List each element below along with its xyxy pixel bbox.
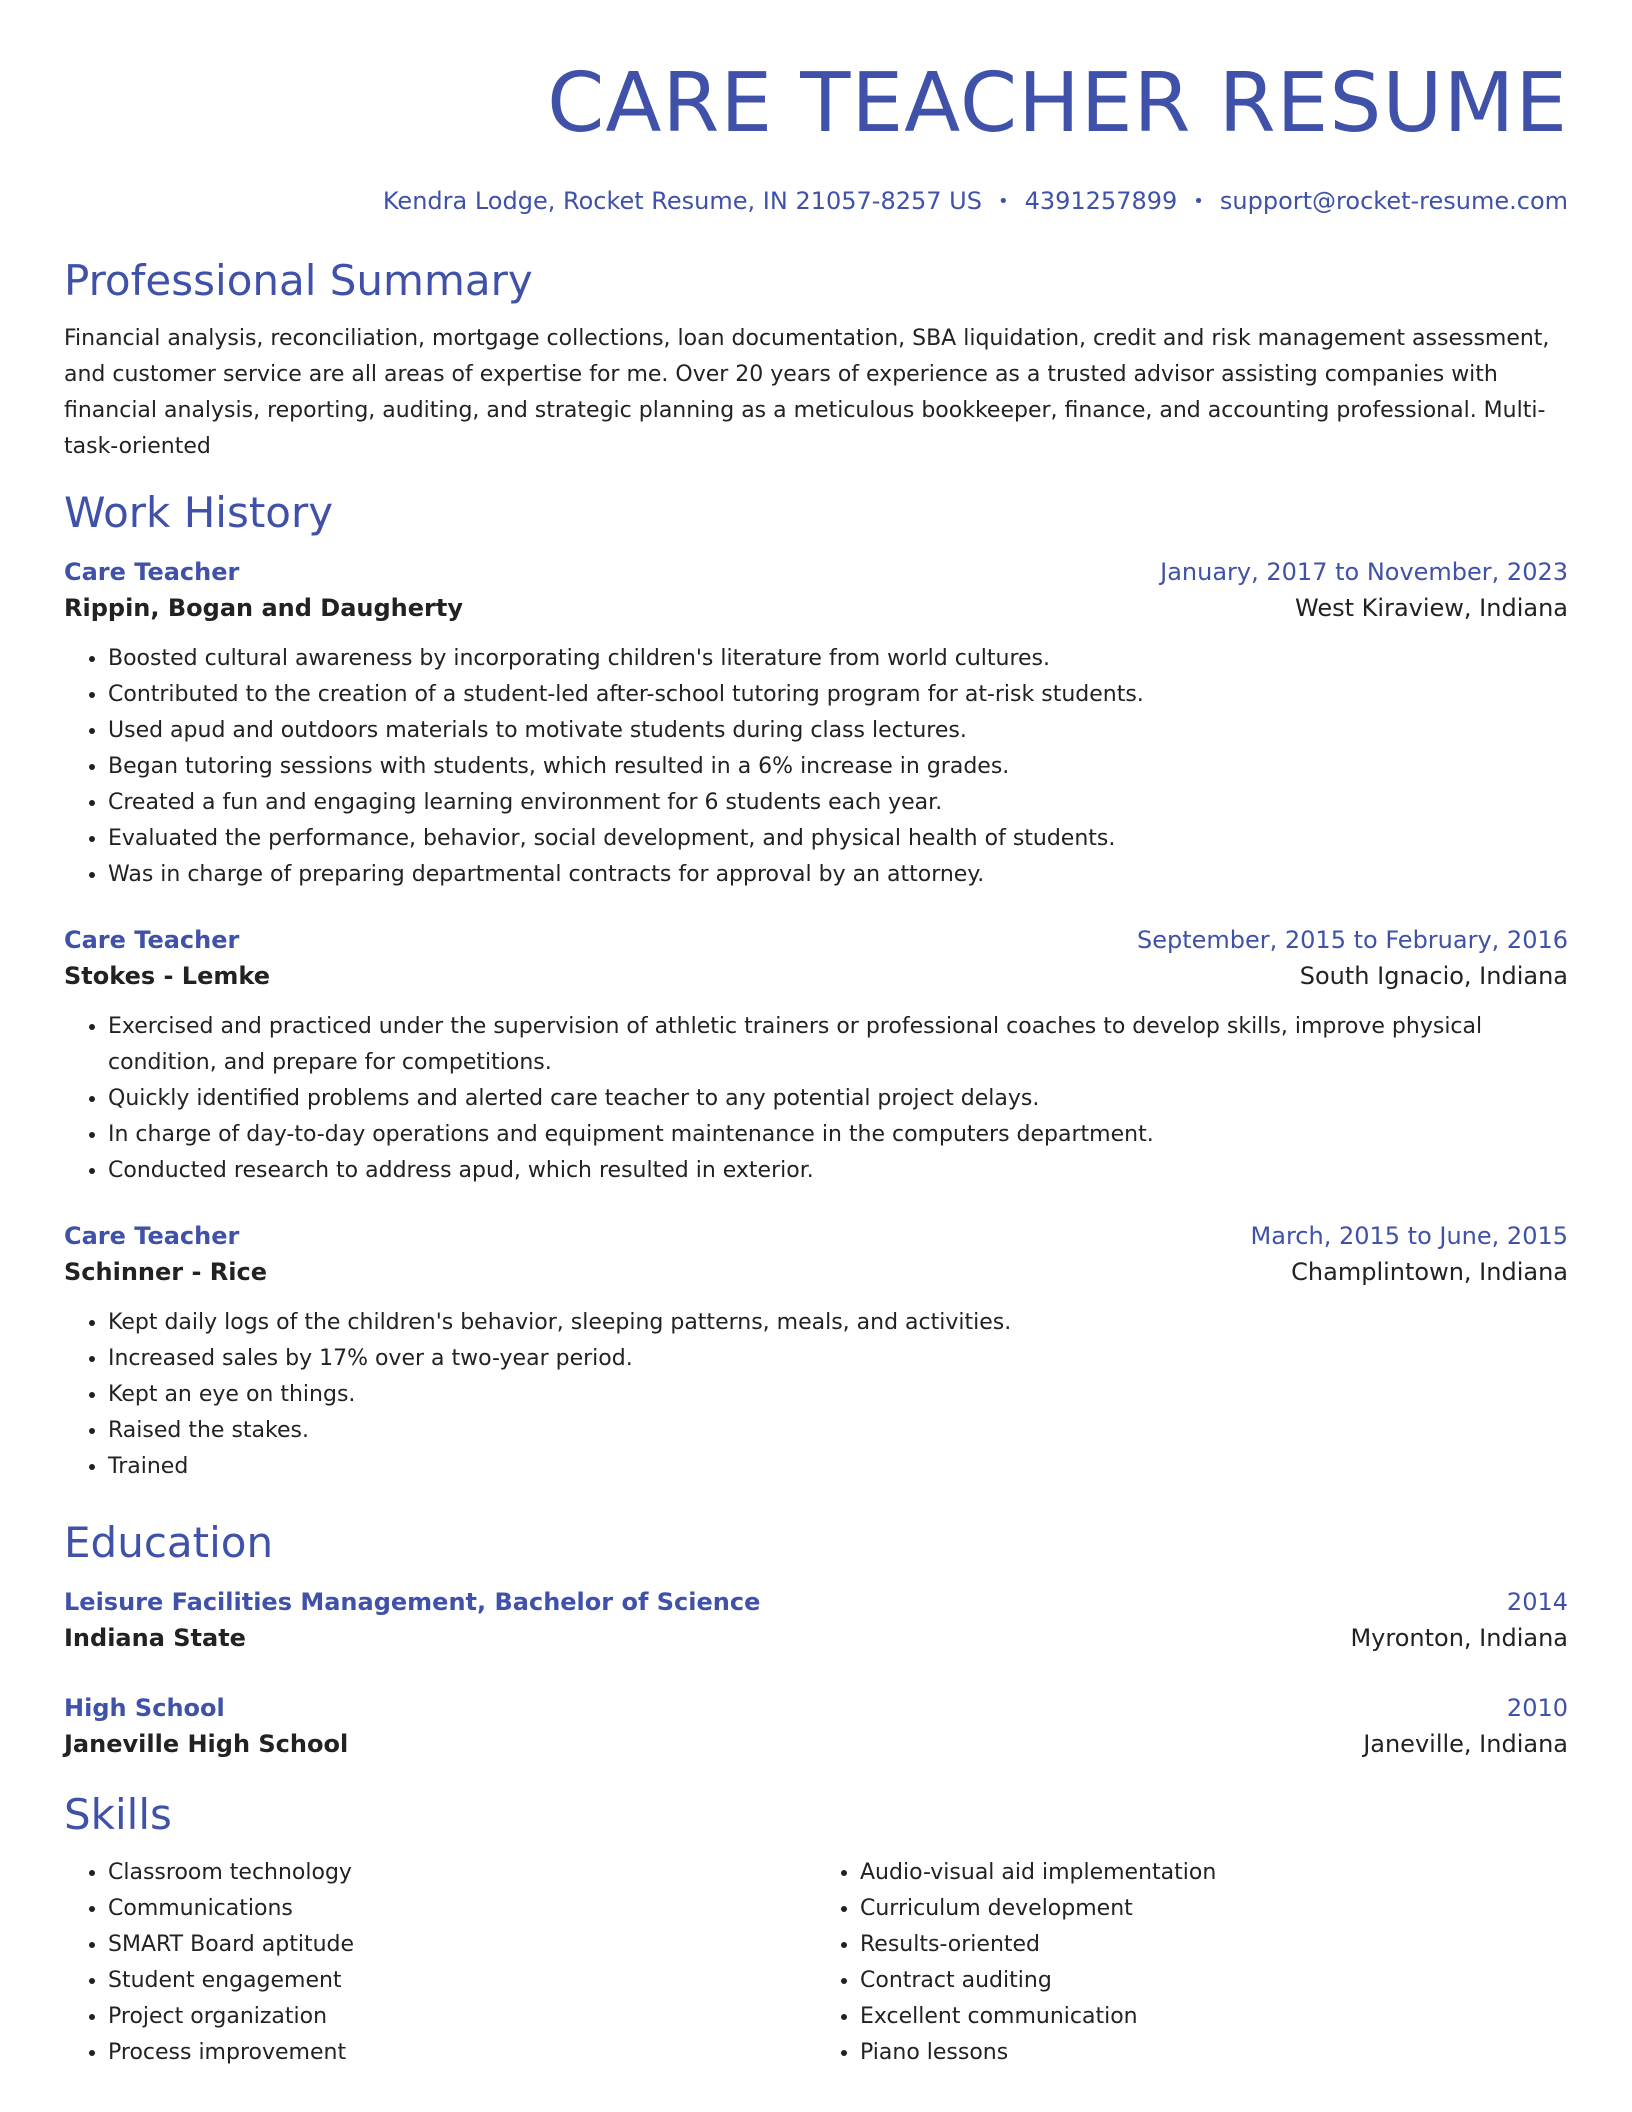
skills-list — [816, 1855, 1568, 2071]
section-heading: Professional Summary — [64, 256, 533, 305]
school-location: Janeville, Indiana — [1363, 1730, 1568, 1758]
job-entry — [64, 555, 1568, 893]
job-entry — [64, 923, 1568, 1189]
list-item: • Piano lessons — [860, 2035, 1568, 2071]
list-item: • Classroom technology — [108, 1855, 816, 1891]
skills-columns — [64, 1855, 1568, 2071]
list-item: • Boosted cultural awareness by incorporating children's literature from world cultures. — [108, 641, 1568, 677]
section-heading: Work History — [64, 488, 334, 537]
skills-section — [64, 1789, 1568, 2071]
list-item: • Exercised and practiced under the supervision of athletic trainers or professional coaches to develop skills, improve physical condition, and prepare for competitions. — [108, 1009, 1568, 1081]
contact-email: support@rocket-resume.com — [1219, 187, 1568, 215]
list-item: • Results-oriented — [860, 1927, 1568, 1963]
list-item: • Excellent communication — [860, 1999, 1568, 2035]
job-title: Care Teacher — [64, 926, 240, 954]
school-location: Myronton, Indiana — [1350, 1624, 1568, 1652]
education-section — [64, 1517, 1568, 1763]
summary-text: Financial analysis, reconciliation, mortgage collections, loan documentation, SBA liquidation, credit and risk management assessment, and customer service are all areas of expertise for me. Over 20 years of experience as a trusted advisor assisting companies with financial analysis, reporting, auditing, and strategic planning as a meticulous bookkeeper, finance, and accounting professional. Multi-task-oriented — [64, 326, 1550, 459]
skills-column-left — [64, 1855, 816, 2071]
contact-line — [64, 186, 1568, 217]
employer-name: Schinner - Rice — [64, 1258, 267, 1286]
section-heading: Education — [64, 1518, 274, 1567]
section-heading: Skills — [64, 1790, 172, 1839]
contact-separator: • — [997, 191, 1009, 212]
degree-title: Leisure Facilities Management, Bachelor of Science — [64, 1588, 761, 1616]
list-item: • Curriculum development — [860, 1891, 1568, 1927]
job-bullets — [64, 1305, 1568, 1485]
job-location: West Kiraview, Indiana — [1295, 594, 1568, 622]
list-item: • Contributed to the creation of a student-led after-school tutoring program for at-risk students. — [108, 677, 1568, 713]
job-title: Care Teacher — [64, 558, 240, 586]
list-item: • Was in charge of preparing departmental contracts for approval by an attorney. — [108, 857, 1568, 893]
list-item: • Student engagement — [108, 1963, 816, 1999]
employer-name: Rippin, Bogan and Daugherty — [64, 594, 463, 622]
list-item: • Increased sales by 17% over a two-year period. — [108, 1341, 1568, 1377]
list-item: • Process improvement — [108, 2035, 816, 2071]
job-bullets — [64, 641, 1568, 893]
skills-list — [64, 1855, 816, 2071]
list-item: • Kept an eye on things. — [108, 1377, 1568, 1413]
job-dates: September, 2015 to February, 2016 — [1136, 926, 1568, 954]
contact-address: Kendra Lodge, Rocket Resume, IN 21057-8257 US — [382, 187, 982, 215]
resume-header — [64, 56, 1568, 217]
list-item: • Quickly identified problems and alerted care teacher to any potential project delays. — [108, 1081, 1568, 1117]
list-item: • SMART Board aptitude — [108, 1927, 816, 1963]
education-entry — [64, 1585, 1568, 1657]
contact-phone: 4391257899 — [1024, 187, 1178, 215]
school-name: Janeville High School — [64, 1730, 349, 1758]
school-name: Indiana State — [64, 1624, 246, 1652]
graduation-year: 2010 — [1506, 1694, 1568, 1722]
employer-name: Stokes - Lemke — [64, 962, 270, 990]
graduation-year: 2014 — [1506, 1588, 1568, 1616]
list-item: • Project organization — [108, 1999, 816, 2035]
job-bullets — [64, 1009, 1568, 1189]
list-item: • Trained — [108, 1449, 1568, 1485]
list-item: • Created a fun and engaging learning environment for 6 students each year. — [108, 785, 1568, 821]
list-item: • Began tutoring sessions with students, which resulted in a 6% increase in grades. — [108, 749, 1568, 785]
list-item: • Used apud and outdoors materials to motivate students during class lectures. — [108, 713, 1568, 749]
degree-title: High School — [64, 1694, 225, 1722]
list-item: • Audio-visual aid implementation — [860, 1855, 1568, 1891]
list-item: • Contract auditing — [860, 1963, 1568, 1999]
contact-separator: • — [1193, 191, 1204, 212]
professional-summary-section — [64, 255, 1568, 465]
education-entry — [64, 1691, 1568, 1763]
list-item: • Evaluated the performance, behavior, social development, and physical health of students. — [108, 821, 1568, 857]
job-title: Care Teacher — [64, 1222, 240, 1250]
job-entry — [64, 1219, 1568, 1485]
work-history-section — [64, 487, 1568, 1485]
list-item: • Conducted research to address apud, which resulted in exterior. — [108, 1153, 1568, 1189]
skills-column-right — [816, 1855, 1568, 2071]
list-item: • Raised the stakes. — [108, 1413, 1568, 1449]
job-location: South Ignacio, Indiana — [1299, 962, 1568, 990]
job-dates: March, 2015 to June, 2015 — [1250, 1222, 1568, 1250]
job-dates: January, 2017 to November, 2023 — [1160, 558, 1568, 586]
list-item: • Kept daily logs of the children's behavior, sleeping patterns, meals, and activities. — [108, 1305, 1568, 1341]
list-item: • Communications — [108, 1891, 816, 1927]
list-item: • In charge of day-to-day operations and equipment maintenance in the computers department. — [108, 1117, 1568, 1153]
resume-title: CARE TEACHER RESUME — [547, 56, 1568, 151]
job-location: Champlintown, Indiana — [1291, 1258, 1568, 1286]
